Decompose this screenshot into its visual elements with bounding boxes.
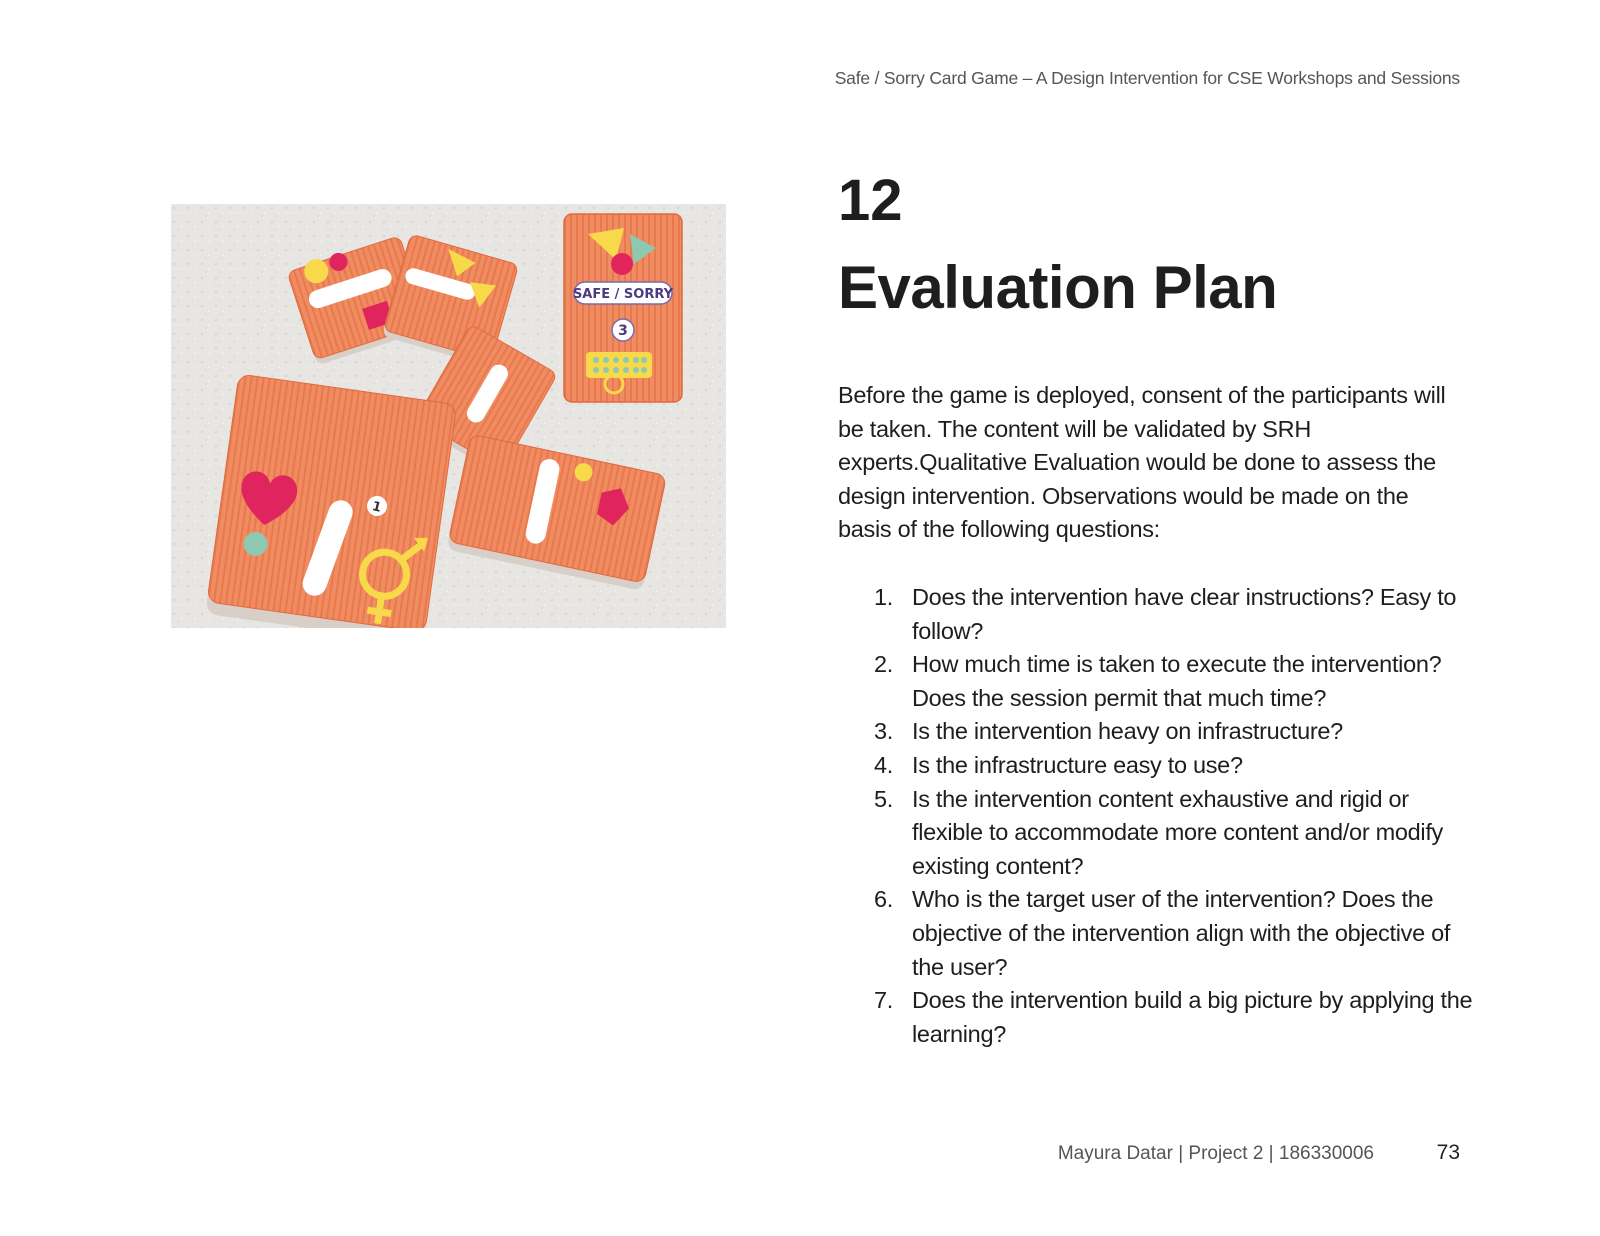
list-item: [874, 783, 1474, 884]
list-item-text: How much time is taken to execute the intervention? Does the session permit that much time?: [912, 651, 1442, 711]
list-item: [874, 883, 1474, 984]
list-item: [874, 648, 1474, 715]
list-item: [874, 715, 1474, 749]
list-item-number: 1.: [874, 584, 893, 610]
list-item-number: 6.: [874, 886, 893, 913]
chapter-number: 12: [838, 168, 903, 233]
list-item-text: Who is the target user of the intervention? Does the objective of the intervention align with the objective of the user?: [912, 886, 1451, 980]
list-item: [874, 984, 1474, 1051]
list-item-text: Is the intervention content exhaustive and rigid or flexible to accommodate more content and/or modify existing content?: [912, 785, 1443, 879]
running-header: Safe / Sorry Card Game – A Design Intervention for CSE Workshops and Sessions: [834, 68, 1460, 88]
evaluation-questions: [874, 581, 1474, 1051]
list-item-text: Is the intervention heavy on infrastructure?: [912, 718, 1343, 745]
list-item-text: Does the intervention build a big picture by applying the learning?: [912, 987, 1473, 1047]
list-item-number: 3.: [874, 718, 893, 745]
featured-card-label: SAFE / SORRY: [572, 287, 674, 302]
list-item-number: 5.: [874, 785, 893, 812]
card-deck-large-left: [205, 374, 457, 628]
card-game-photo: [171, 204, 726, 628]
list-item-text: Is the infrastructure easy to use?: [912, 751, 1243, 778]
list-item-number: 2.: [874, 651, 893, 678]
list-item-text: Does the intervention have clear instructions? Easy to follow?: [912, 584, 1457, 644]
svg-text:1: 1: [370, 499, 383, 516]
footer-credit: Mayura Datar | Project 2 | 186330006: [1057, 1143, 1374, 1164]
featured-card-number: 3: [618, 323, 628, 339]
list-item: [874, 581, 1474, 648]
featured-card: [564, 214, 682, 402]
intro-paragraph: Before the game is deployed, consent of the participants will be taken. The content will be validated by SRH experts.Qualitative Evaluation would be done to assess the design intervention. Observations would be made on the basis of the following questions:: [838, 382, 1446, 543]
list-item-number: 7.: [874, 987, 893, 1014]
page-number: 73: [1436, 1141, 1460, 1164]
chapter-title: Evaluation Plan: [838, 254, 1278, 321]
list-item-number: 4.: [874, 751, 893, 778]
list-item: [874, 749, 1474, 783]
